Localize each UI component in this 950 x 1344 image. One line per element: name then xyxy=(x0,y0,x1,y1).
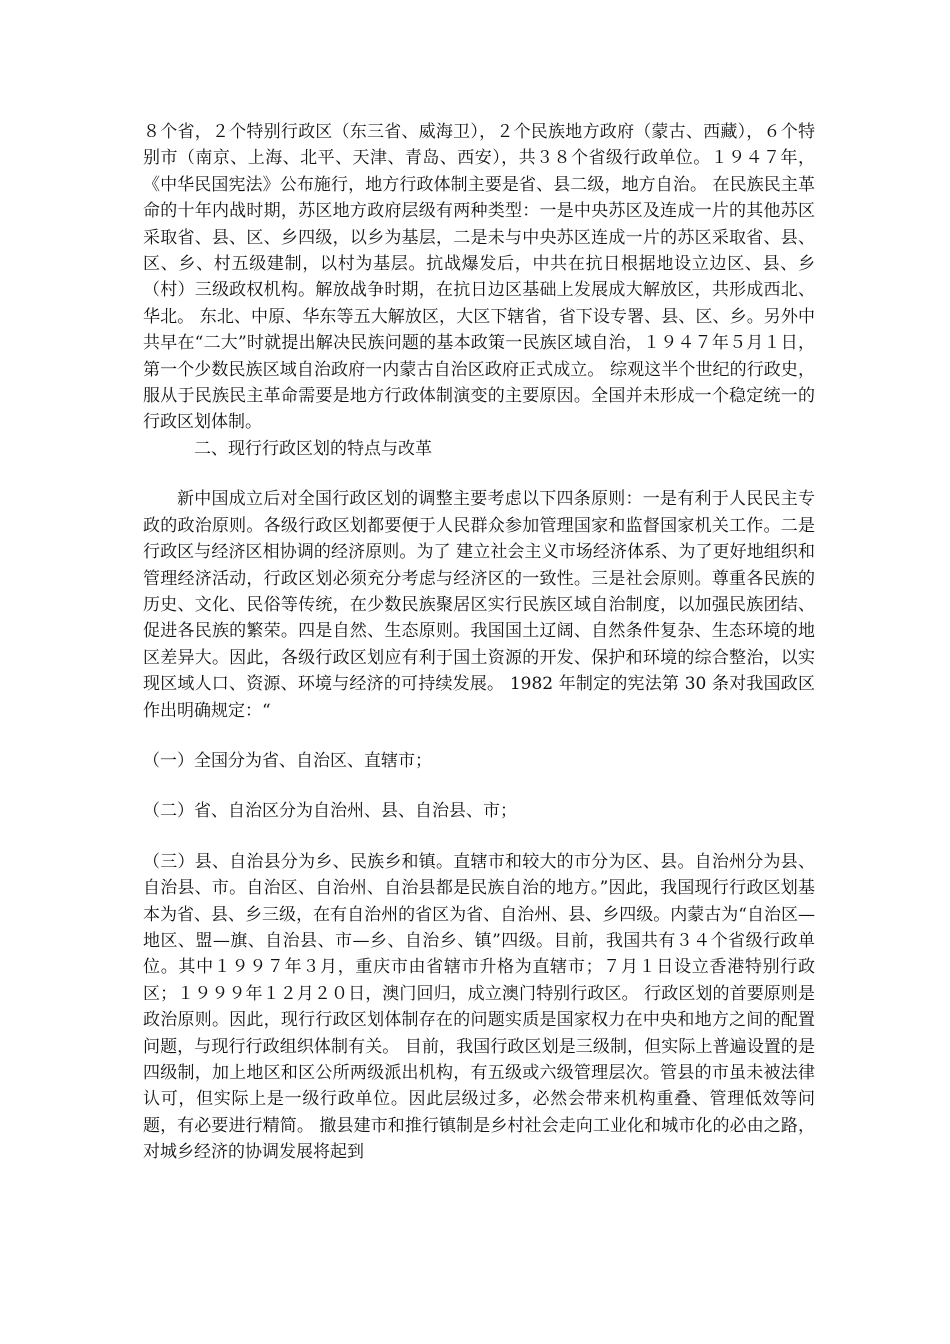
section-heading: 二、现行行政区划的特点与改革 xyxy=(194,438,432,459)
paragraph-current-system: （三）县、自治县分为乡、民族乡和镇。直辖市和较大的市分为区、县。自治州分为县、自治县、市。自治区、自治州、自治县都是民族自治的地方。”因此，我国现行行政区划基本为省、县、乡三级，在有自治州的省区为省、自治州、县、乡四级。内蒙古为“自治区—地区、盟—旗、自治县、市—乡、自治乡、镇”四级。目前，我国共有３４个省级行政单位。其中１９９７年３月，重庆市由省辖市升格为直辖市；７月１日设立香港特别行政区；１９９９年１２月２０日，澳门回归，成立澳门特别行政区。 行政区划的首要原则是政治原则。因此，现行行政区划体制存在的问题实质是国家权力在中央和地方之间的配置问题，与现行行政组织体制有关。 目前，我国行政区划是三级制，但实际上普遍设置的是四级制，加上地区和区公所两级派出机构，有五级或六级管理层次。管县的市虽未被法律认可，但实际上是一级行政单位。因此层级过多，必然会带来机构重叠、管理低效等问题，有必要进行精简。 撤县建市和推行镇制是乡村社会走向工业化和城市化的必由之路，对城乡经济的协调发展将起到 xyxy=(143,851,815,1163)
document-page xyxy=(143,119,815,1166)
list-item-1: （一）全国分为省、自治区、直辖市； xyxy=(143,750,432,771)
paragraph-principles: 新中国成立后对全国行政区划的调整主要考虑以下四条原则：一是有利于人民民主专政的政治原则。各级行政区划都要便于人民群众参加管理国家和监督国家机关工作。二是行政区与经济区相协调的经济原则。为了 建立社会主义市场经济体系、为了更好地组织和管理经济活动，行政区划必须充分考虑与经济区的一致性。三是社会原则。尊重各民族的历史、文化、民俗等传统，在少数民族聚居区实行民族区域自治制度，以加强民族团结、促进各民族的繁荣。四是自然、生态原则。我国国土辽阔、自然条件复杂、生态环境的地区差异大。因此，各级行政区划应有利于国土资源的开发、保护和环境的综合整治，以实现区域人口、资源、环境与经济的可持续发展。 1982 年制定的宪法第 30 条对我国政区作出明确规定：“ xyxy=(143,489,815,721)
list-item-2: （二）省、自治区分为自治州、县、自治县、市； xyxy=(143,801,517,822)
paragraph-history: ８个省，２个特别行政区（东三省、威海卫），２个民族地方政府（蒙古、西藏），６个特别市（南京、上海、北平、天津、青岛、西安），共３８个省级行政单位。１９４７年，《中华民国宪法》公布施行，地方行政体制主要是省、县二级，地方自治。 在民族民主革命的十年内战时期，苏区地方政府层级有两种类型：一是中央苏区及连成一片的其他苏区采取省、县、区、乡四级，以乡为基层，二是未与中央苏区连成一片的苏区采取省、县、区、乡、村五级建制，以村为基层。抗战爆发后，中共在抗日根据地设立边区、县、乡（村）三级政权机构。解放战争时期，在抗日边区基础上发展成大解放区，共形成西北、华北。 东北、中原、华东等五大解放区，大区下辖省，省下设专署、县、区、乡。另外中共早在“二大”时就提出解决民族问题的基本政策一民族区域自治，１９４７年５月１日，第一个少数民族区域自治政府一内蒙古自治区政府正式成立。 综观这半个世纪的行政史，服从于民族民主革命需要是地方行政体制演变的主要原因。全国并未形成一个稳定统一的行政区划体制。 xyxy=(143,122,815,433)
